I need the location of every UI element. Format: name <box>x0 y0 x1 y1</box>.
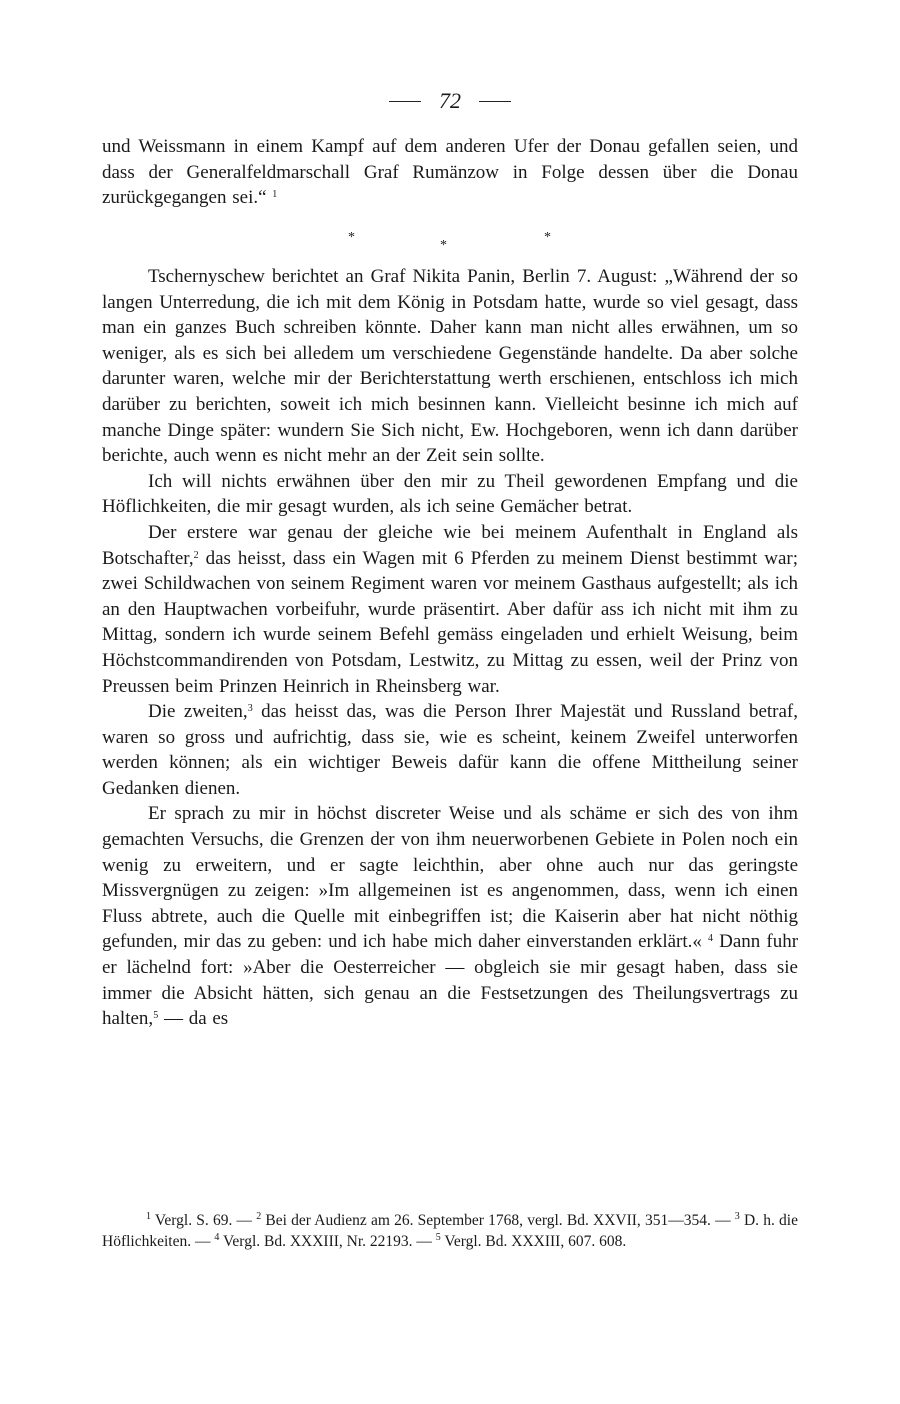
header-rule-right <box>479 101 511 102</box>
paragraph <box>102 520 798 699</box>
footnote-block <box>102 1210 798 1252</box>
continuation-block <box>102 134 798 211</box>
paragraph <box>102 699 798 801</box>
paragraph-text: Er sprach zu mir in höchst discreter Weise und als schäme er sich des von ihm gemachten Versuchs, die Grenzen der von ihm neuerworbenen Gebiete in Polen noch ein wenig zu erweitern, und er sagte leichthin, aber ohne auch nur das geringste Missvergnügen zu zeigen: »Im allgemeinen ist es angenommen, dass, wenn ich einen Fluss abtrete, auch die Quelle mit einbegriffen ist; die Kaiserin aber hat nicht nöthig gefunden, mir das zu geben: und ich habe mich daher einverstanden erklärt.« <box>102 803 798 953</box>
footnote-text: D. h. die Höflichkeiten. — <box>102 1212 798 1250</box>
section-separator <box>0 224 900 264</box>
page-number: 72 <box>439 88 461 113</box>
footnote-text: Vergl. S. 69. — <box>151 1212 257 1229</box>
footnote-ref: 3 <box>247 703 253 715</box>
footnote-ref: 2 <box>193 549 199 561</box>
separator-asterisk: * <box>348 230 355 245</box>
footnote-number: 4 <box>214 1232 220 1243</box>
paragraph-text: Der erstere war genau der gleiche wie bei meinem Aufenthalt in England als Botschafter, <box>102 521 798 569</box>
separator-asterisk: * <box>544 230 551 245</box>
continuation-text: und Weissmann in einem Kampf auf dem anderen Ufer der Donau gefallen seien, und dass der Generalfeldmarschall Graf Rumänzow in Folge dessen über die Donau zurückgegangen sei.“ <box>102 136 798 209</box>
paragraph <box>102 469 798 520</box>
paragraph-text: Dann fuhr er lächelnd fort: »Aber die Oesterreicher — obgleich sie mir gesagt haben, dass sie immer die Absicht hätten, sich genau an die Festsetzungen des Theilungsvertrags zu halten, <box>102 931 799 1030</box>
footnote-text: Vergl. Bd. XXXIII, 607. 608. <box>440 1233 627 1250</box>
paragraph-text: Tschernyschew berichtet an Graf Nikita Panin, Berlin 7. August: „Während der so langen Unterredung, die ich mit dem König in Potsdam hatte, wurde so viel gesagt, dass man ein ganzes Buch schreiben könnte. Daher kann man nicht alles erwähnen, um so weniger, als es sich bei alledem um verschiedene Gegenstände handelte. Da aber solche darunter waren, welche mir der Berichterstattung werth erschienen, entschloss ich mich darüber zu berichten, soweit ich mich besinnen kann. Vielleicht besinne ich mich auf manche Dinge später: wundern Sie Sich nicht, Ew. Hochgeboren, wenn ich dann darüber berichte, auch wenn es nicht mehr an der Zeit sein sollte. <box>102 266 798 467</box>
footnote-number: 1 <box>146 1211 151 1222</box>
paragraph-text: — da es <box>158 1008 229 1030</box>
footnote-ref: 1 <box>272 189 278 201</box>
paragraph-text: Die zweiten, <box>148 701 248 723</box>
footnote-ref: 4 <box>708 933 714 945</box>
separator-asterisk: * <box>440 238 447 253</box>
footnote-number: 3 <box>734 1211 740 1222</box>
paragraph-text: das heisst, dass ein Wagen mit 6 Pferden zu meinem Dienst bestimmt war; zwei Schildwachen von seinem Regiment waren vor meinem Gasthaus aufgestellt; als ich an den Hauptwachen vorbeifuhr, wurde präsentirt. Aber dafür ass ich nicht mit ihm zu Mittag, sondern ich wurde seinem Befehl gemäss eingeladen und erhielt Weisung, beim Höchstcommandirenden von Potsdam, Lestwitz, zu Mittag zu essen, weil der Prinz von Preussen beim Prinzen Heinrich in Rheinsberg war. <box>102 547 798 697</box>
footnote-text: Vergl. Bd. XXXIII, Nr. 22193. — <box>219 1233 436 1250</box>
paragraph-text: Ich will nichts erwähnen über den mir zu Theil gewordenen Empfang und die Höflichkeiten, die mir gesagt wurden, als ich seine Gemächer betrat. <box>102 470 798 518</box>
footnote-ref: 5 <box>153 1010 159 1022</box>
continuation-paragraph <box>102 134 798 211</box>
page-header <box>0 88 900 114</box>
footnote-text: Bei der Audienz am 26. September 1768, vergl. Bd. XXVII, 351—354. — <box>261 1212 735 1229</box>
paragraph <box>102 801 798 1031</box>
paragraph <box>102 264 798 469</box>
footnote-number: 5 <box>435 1232 441 1243</box>
footnotes <box>102 1210 798 1252</box>
header-rule-left <box>389 101 421 102</box>
paragraph-text: das heisst das, was die Person Ihrer Majestät und Russland betraf, waren so gross und aufrichtig, dass sie, wie es scheint, keinem Zweifel unterworfen werden können; als ein wichtiger Beweis dafür kann die offene Mittheilung seiner Gedanken dienen. <box>102 701 798 799</box>
footnote-number: 2 <box>256 1211 262 1222</box>
main-text <box>102 264 798 1032</box>
